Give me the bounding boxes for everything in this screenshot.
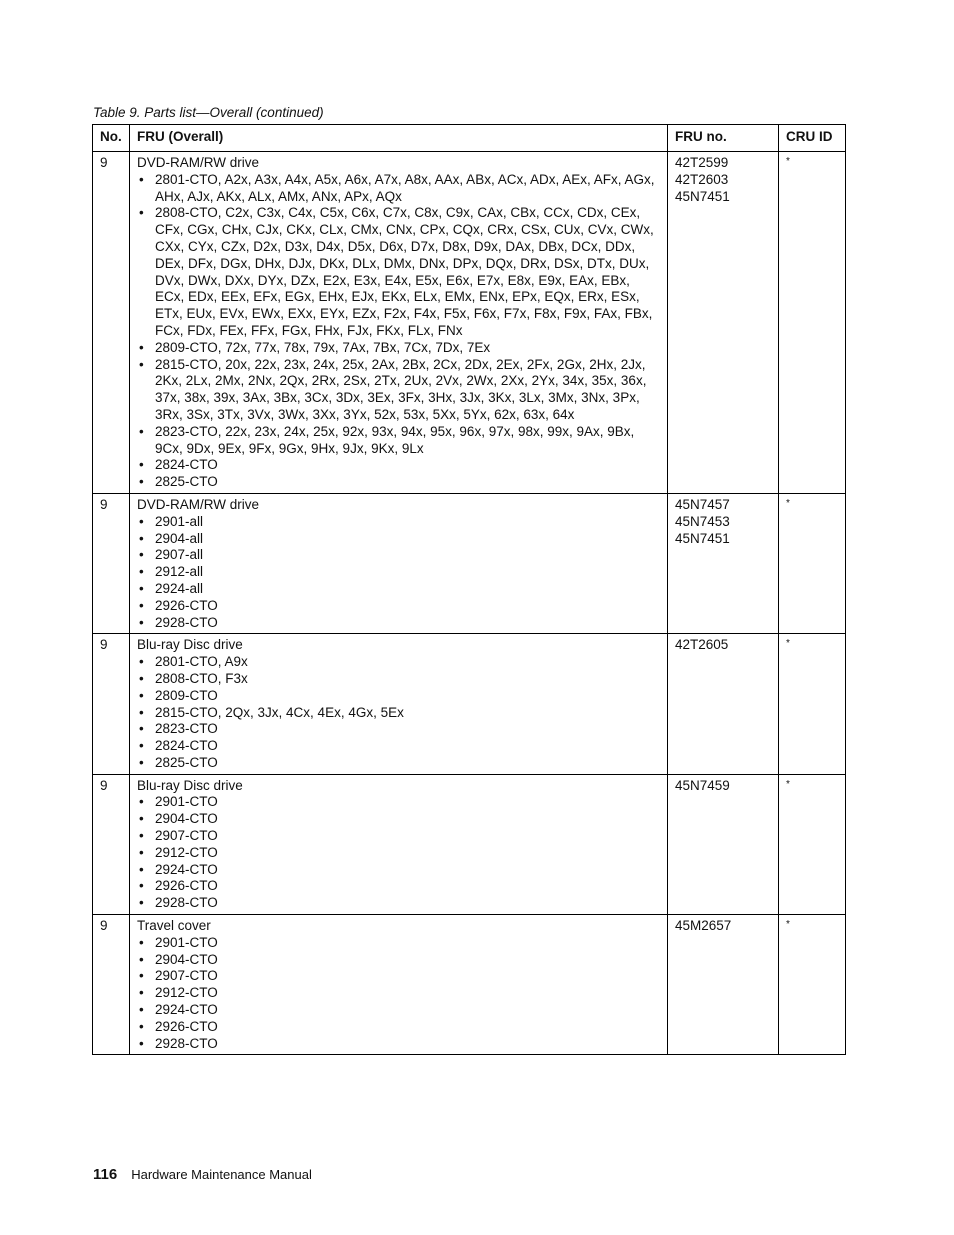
model-list-item: • 2907-all (137, 547, 661, 564)
fru-description-cell (130, 915, 668, 1055)
model-list-item: • 2901-all (137, 514, 661, 531)
model-list-item: • 2926-CTO (137, 598, 661, 615)
model-list-item: • 2824-CTO (137, 457, 661, 474)
fru-number: 45N7459 (675, 777, 730, 793)
cru-id: * (779, 915, 846, 1055)
model-list (137, 172, 661, 491)
header-fru-no: FRU no. (668, 125, 779, 152)
fru-description: Blu-ray Disc drive (137, 637, 243, 653)
model-list (137, 794, 661, 912)
fru-number: 45N7451 (675, 188, 730, 204)
fru-number-cell (668, 634, 779, 774)
model-list-item: • 2901-CTO (137, 794, 661, 811)
fru-number: 42T2603 (675, 171, 729, 187)
model-list (137, 935, 661, 1053)
table-header-row (93, 125, 846, 152)
model-list-item: • 2823-CTO (137, 721, 661, 738)
fru-number-cell (668, 915, 779, 1055)
fru-number: 45N7457 (675, 496, 730, 512)
model-list-item: • 2928-CTO (137, 1036, 661, 1053)
table-body (93, 152, 846, 1055)
row-number: 9 (93, 634, 130, 774)
table-row (93, 493, 846, 633)
fru-number-cell (668, 152, 779, 494)
model-list-item: • 2815-CTO, 20x, 22x, 23x, 24x, 25x, 2Ax, 2Bx, 2Cx, 2Dx, 2Ex, 2Fx, 2Gx, 2Hx, 2Jx, 2Kx, 2Lx, 2Mx, 2Nx, 2Qx, 2Rx, 2Sx, 2Tx, 2Ux, 2Vx, 2Wx, 2Xx, 2Yx, 34x, 35x, 36x, 37x, 38x, 39x, 3Ax, 3Bx, 3Cx, 3Dx, 3Ex, 3Fx, 3Hx, 3Jx, 3Kx, 3Lx, 3Mx, 3Nx, 3Px, 3Rx, 3Sx, 3Tx, 3Vx, 3Wx, 3Xx, 3Yx, 52x, 53x, 5Xx, 5Yx, 62x, 63x, 64x (137, 357, 661, 424)
cru-id: * (779, 493, 846, 633)
cru-id: * (779, 774, 846, 914)
fru-description: DVD-RAM/RW drive (137, 496, 260, 512)
cru-id: * (779, 152, 846, 494)
fru-description: DVD-RAM/RW drive (137, 155, 260, 170)
table-row (93, 774, 846, 914)
table-row (93, 915, 846, 1055)
model-list-item: • 2801-CTO, A9x (137, 654, 661, 671)
model-list-item: • 2928-CTO (137, 615, 661, 632)
row-number: 9 (93, 152, 130, 494)
model-list (137, 514, 661, 632)
header-no: No. (93, 125, 130, 152)
model-list-item: • 2907-CTO (137, 968, 661, 985)
table-row (93, 634, 846, 774)
model-list-item: • 2901-CTO (137, 935, 661, 952)
row-number: 9 (93, 774, 130, 914)
parts-table (92, 124, 846, 1055)
fru-number-cell (668, 774, 779, 914)
model-list (137, 654, 661, 772)
cru-id: * (779, 634, 846, 774)
model-list-item: • 2912-CTO (137, 985, 661, 1002)
table-row (93, 152, 846, 494)
model-list-item: • 2801-CTO, A2x, A3x, A4x, A5x, A6x, A7x, A8x, AAx, ABx, ACx, ADx, AEx, AFx, AGx, AHx, AJx, AKx, ALx, AMx, ANx, APx, AQx (137, 172, 661, 206)
table-caption: Table 9. Parts list—Overall (continued) (93, 105, 324, 120)
fru-number: 42T2599 (675, 155, 729, 170)
manual-title: Hardware Maintenance Manual (131, 1167, 312, 1182)
fru-description-cell (130, 634, 668, 774)
model-list-item: • 2924-all (137, 581, 661, 598)
fru-number: 45N7453 (675, 513, 730, 529)
fru-number: 45N7451 (675, 530, 730, 546)
model-list-item: • 2809-CTO, 72x, 77x, 78x, 79x, 7Ax, 7Bx, 7Cx, 7Dx, 7Ex (137, 340, 661, 357)
fru-number-cell (668, 493, 779, 633)
fru-description-cell (130, 152, 668, 494)
model-list-item: • 2924-CTO (137, 1002, 661, 1019)
model-list-item: • 2808-CTO, F3x (137, 671, 661, 688)
fru-number: 45M2657 (675, 918, 732, 934)
model-list-item: • 2904-CTO (137, 952, 661, 969)
fru-description: Travel cover (137, 918, 211, 934)
row-number: 9 (93, 493, 130, 633)
header-fru-overall: FRU (Overall) (130, 125, 668, 152)
model-list-item: • 2907-CTO (137, 828, 661, 845)
model-list-item: • 2912-CTO (137, 845, 661, 862)
model-list-item: • 2824-CTO (137, 738, 661, 755)
model-list-item: • 2825-CTO (137, 755, 661, 772)
fru-description: Blu-ray Disc drive (137, 777, 243, 793)
model-list-item: • 2808-CTO, C2x, C3x, C4x, C5x, C6x, C7x, C8x, C9x, CAx, CBx, CCx, CDx, CEx, CFx, CGx, CHx, CJx, CKx, CLx, CMx, CNx, CPx, CQx, CRx, CSx, CUx, CVx, CWx, CXx, CYx, CZx, D2x, D3x, D4x, D5x, D6x, D7x, D8x, D9x, DAx, DBx, DCx, DDx, DEx, DFx, DGx, DHx, DJx, DKx, DLx, DMx, DNx, DPx, DQx, DRx, DSx, DTx, DUx, DVx, DWx, DXx, DYx, DZx, E2x, E3x, E4x, E5x, E6x, E7x, E8x, E9x, EAx, EBx, ECx, EDx, EEx, EFx, EGx, EHx, EJx, EKx, ELx, EMx, ENx, EPx, EQx, ERx, ESx, ETx, EUx, EVx, EWx, EXx, EYx, EZx, F2x, F4x, F5x, F6x, F7x, F8x, F9x, FAx, FBx, FCx, FDx, FEx, FFx, FGx, FHx, FJx, FKx, FLx, FNx (137, 205, 661, 339)
fru-number: 42T2605 (675, 637, 729, 653)
model-list-item: • 2904-CTO (137, 811, 661, 828)
row-number: 9 (93, 915, 130, 1055)
page-footer (93, 1166, 312, 1183)
model-list-item: • 2926-CTO (137, 1019, 661, 1036)
model-list-item: • 2823-CTO, 22x, 23x, 24x, 25x, 92x, 93x, 94x, 95x, 96x, 97x, 98x, 99x, 9Ax, 9Bx, 9Cx, 9Dx, 9Ex, 9Fx, 9Gx, 9Hx, 9Jx, 9Kx, 9Lx (137, 424, 661, 458)
fru-description-cell (130, 774, 668, 914)
header-cru-id: CRU ID (779, 125, 846, 152)
model-list-item: • 2924-CTO (137, 862, 661, 879)
model-list-item: • 2928-CTO (137, 895, 661, 912)
fru-description-cell (130, 493, 668, 633)
model-list-item: • 2815-CTO, 2Qx, 3Jx, 4Cx, 4Ex, 4Gx, 5Ex (137, 705, 661, 722)
model-list-item: • 2904-all (137, 531, 661, 548)
model-list-item: • 2926-CTO (137, 878, 661, 895)
model-list-item: • 2825-CTO (137, 474, 661, 491)
model-list-item: • 2809-CTO (137, 688, 661, 705)
page-number: 116 (93, 1166, 118, 1183)
model-list-item: • 2912-all (137, 564, 661, 581)
